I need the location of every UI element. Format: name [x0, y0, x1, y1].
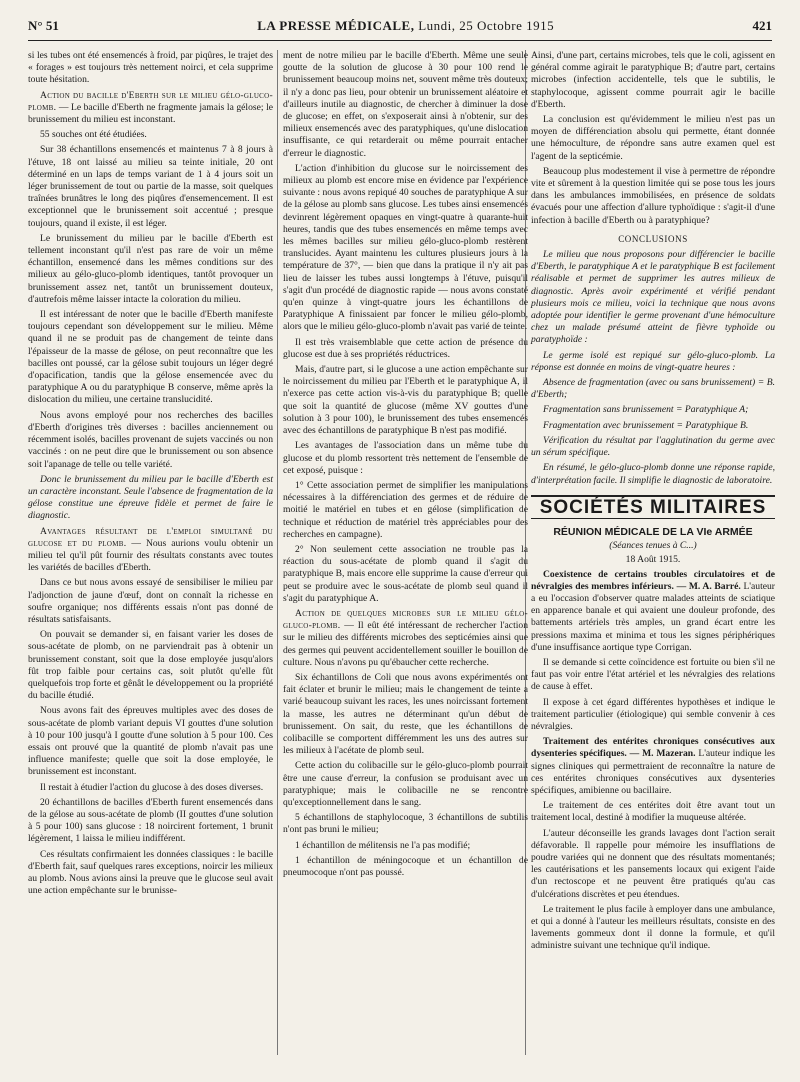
paragraph: 1° Cette association permet de simplifier les manipulations nécessaires à la différenciation des germes et de réduire de moitié le matériel en tubes et en gélose (simplification de technique et réduction de matériel très appréciables pour des recherches en campagne). [283, 479, 528, 540]
article-title: Traitement des entérites chroniques consécutives aux dysenteries spécifiques. [531, 736, 775, 760]
paragraph: Six échantillons de Coli que nous avons expérimentés ont fait éclater et brunir le milieu; mais le changement de teinte a varié beaucoup suivant les races, les unes noircissant fortement la masse, les autres ne déterminant qu'un début de brunissement. On sait, du reste, que les échantillons de colibacille se comportent différemment les uns des autres sur les milieux à l'acétate de plomb seul. [283, 671, 528, 757]
paragraph: La conclusion est qu'évidemment le milieu n'est pas un moyen de différenciation absolu qui permette, étant donnée une hémoculture, de répondre sans autre examen quel est l'agent de la septicémie. [531, 114, 775, 162]
column-1 [28, 50, 273, 900]
meeting-subtitle: (Séances tenues à C...) [609, 540, 697, 552]
paragraph: Il expose à cet égard différentes hypothèses et indique le traitement particulier (étiologique) qui semble convenir à ces névralgies. [531, 696, 775, 732]
paragraph: Ainsi, d'une part, certains microbes, tels que le coli, agissent en général comme agirait le paratyphique B; d'autre part, certains microbes (infection accidentelle, tels que le subtilis, le staphylocoque, agissent comme pourrait agir le bacille d'Eberth. [531, 50, 775, 110]
paragraph: Coexistence de certains troubles circulatoires et de névralgies des membres inférieurs. — M. A. Barré. L'auteur a eu l'occasion d'observer quatre malades atteints de sciatique en apparence banale et qui avaient une douleur profonde, des battements artériels très amples, un grand écart entre les pressions maxima et minima et tous les signes périphériques d'une insuffisance aortique type Corrigan. [531, 568, 776, 653]
paragraph: L'action d'inhibition du glucose sur le noircissement des milieux au plomb est encore mise en évidence par l'expérience suivante : nous avons repiqué 40 souches de paratyphique A sur de la gélose au plomb sans glucose. Les tubes ainsi ensemencés devinrent légèrement opaques en vingt-quatre à quarante-huit heures, tandis que des tubes ensemencés en même temps avec les mêmes bacilles sur milieu gélo-gluco-plomb restèrent translucides. Ayant maintenu les cultures plusieurs jours à la température de 37°, — bien que dans la pratique il n'y ait pas lieu de laisser les tubes aussi longtemps à l'étuve, puisqu'il s'agit d'un procédé de diagnostic rapide — nous avons constaté qu'en quinze à vingt-quatre jours les échantillons de Paratyphique A finissaient par foncer le milieu gélo-plomb, alors que le milieu gélo-gluco-plomb n'avait pas varié de teinte. [283, 162, 528, 333]
column-2 [283, 50, 528, 882]
paragraph: 2° Non seulement cette association ne trouble pas la réaction du sous-acétate de plomb quand il s'agit du paratyphique B, mais encore elle supprime la cause d'erreur qui peut se produire avec le sous-acétate de plomb seul quand il s'agit du paratyphique A. [283, 543, 528, 604]
paragraph: Avantages résultant de l'emploi simultané du glucose et du plomb. — Nous aurions voulu obtenir un milieu tel qu'il pût fournir des résultats constants avec toutes les variétés de bacilles d'Eberth. [28, 525, 273, 574]
article-author: — M. Mazeran. [626, 748, 696, 760]
paragraph: Il est intéressant de noter que le bacille d'Eberth manifeste toujours cependant son développement sur le milieu. Même quand il ne se produit pas de changement de teinte dans l'épaisseur de la masse de gélose, on peut reconnaître que les bacilles ont poussé, car la gélose subit toujours un léger degré d'opacification, tandis que la gélose ensemencée avec du paratyphique A ou du paratyphique B conserve, même après la dislocation du milieu, une certaine translucidité. [28, 309, 273, 406]
paragraph: 1 échantillon de mélitensis ne l'a pas modifié; [295, 839, 471, 851]
paragraph: 20 échantillons de bacilles d'Eberth furent ensemencés dans de la gélose au sous-acétate de plomb (II gouttes d'une solution à 5 pour 100) sans glucose : 18 noircirent fortement, 1 brunit légèrement, 1 laissa le milieu indifférent. [28, 796, 273, 845]
journal-title [257, 18, 554, 34]
paragraph: Le brunissement du milieu par le bacille d'Eberth est tellement inconstant qu'il n'est pas rare de voir un même échantillon, ensemencé dans les mêmes conditions sur des milieux au gélo-gluco-plomb identiques, tantôt provoquer un brunissement assez net, tantôt un brunissement douteux, d'autrefois même laisser intacte la coloration du milieu. [28, 232, 273, 305]
paragraph: Sur 38 échantillons ensemencés et maintenus 7 à 8 jours à l'étuve, 18 ont laissé au milieu sa teinte initiale, 20 ont déterminé en un laps de temps variant de 1 à 4 jours soit un léger brunissement de tout ou partie de la masse, soit quelques traînées brunâtres le long des piqûres d'ensemencement. Il est exceptionnel que le brunissement soit accentué ; presque toujours, quand il existe, il est léger. [28, 144, 273, 229]
paragraph: Il se demande si cette coïncidence est fortuite ou bien s'il ne faut pas voir entre l'état artériel et les névralgies des relations de cause à effet. [531, 656, 775, 693]
paragraph: Dans ce but nous avons essayé de sensibiliser le milieu par l'adjonction de jaune d'œuf, dont on connaît la richesse en soufre organique; nos différents essais n'ont pas donné de résultats satisfaisants. [28, 577, 273, 625]
page-number: 421 [752, 18, 772, 33]
meeting-date: 18 Août 1915. [625, 554, 681, 566]
paragraph: Fragmentation avec brunissement = Paratyphique B. [543, 419, 749, 431]
paragraph: Nous avons employé pour nos recherches des bacilles d'Eberth d'origines très diverses : bacilles anciennement ou récemment isolés, bacilles provenant de sujets vaccinés ou non vaccinés : on ne peut dire que le brunissement ou son absence soit l'apanage de telle ou telle variété. [28, 409, 273, 470]
paragraph: 1 échantillon de méningocoque et un échantillon de pneumocoque n'ont pas poussé. [283, 854, 528, 878]
issue-date: Lundi, 25 Octobre 1915 [418, 18, 555, 33]
paragraph: Action du bacille d'Eberth sur le milieu gélo-gluco-plomb. — Le bacille d'Eberth ne fragmente jamais la gélose; le brunissement du milieu est inconstant. [28, 89, 273, 126]
column-3 [531, 50, 775, 956]
paragraph: Le germe isolé est repiqué sur gélo-gluco-plomb. La réponse est donnée en moins de vingt-quatre heures : [531, 349, 775, 373]
paragraph: Fragmentation sans brunissement = Paratyphique A; [543, 404, 749, 416]
article-title: Coexistence de certains troubles circulatoires et de névralgies des membres inférieurs. [531, 568, 775, 592]
section-title: SOCIÉTÉS MILITAIRES [531, 495, 775, 519]
paragraph: ment de notre milieu par le bacille d'Eberth. Même une seule goutte de la solution de glucose à 30 pour 100 rend le brunissement beaucoup moins net, souvent même très douteux; il n'y a donc pas lieu, pour obtenir un brunissement aléatoire et d'ailleurs inutile au diagnostic, de chercher à diminuer la dose de glucose; en effet, on s'exposerait ainsi à n'obtenir, sur des milieux ensemencés avec des paratyphiques, qu'une dislocation insuffisante, ce qui retarderait ou même pourrait entacher d'erreur le diagnostic. [283, 50, 528, 159]
conclusions-heading: CONCLUSIONS [618, 233, 688, 244]
paragraph: En résumé, le gélo-gluco-plomb donne une réponse rapide, d'interprétation facile. Il simplifie le diagnostic de laboratoire. [531, 462, 775, 486]
paragraph: Il restait à étudier l'action du glucose à des doses diverses. [40, 781, 264, 793]
paragraph: Action de quelques microbes sur le milieu gélo-gluco-plomb. — Il eût été intéressant de rechercher l'action sur le milieu des différents microbes des septicémies ainsi que des germes qui peuvent accidentellement souiller le bouillon de culture. Nous n'avons pu qu'ébaucher cette recherche. [283, 607, 528, 668]
paragraph: Nous avons fait des épreuves multiples avec des doses de sous-acétate de plomb variant depuis VI gouttes d'une solution à 10 pour 100 jusqu'à I goutte d'une solution à 5 pour 100. Ces essais ont prouvé que la quantité de plomb n'avait pas une influence manifeste; quelle que soit la dose employée, le brunissement est inconstant. [28, 705, 273, 778]
article-author: — M. A. Barré. [673, 580, 741, 592]
meeting-title: RÉUNION MÉDICALE DE LA VIe ARMÉE [553, 525, 753, 538]
paragraph: On pouvait se demander si, en faisant varier les doses de sous-acétate de plomb, on ne parviendrait pas à obtenir un brunissement constant, soit que la dose employée jusqu'alors fût trop faible pour certains cas, soit plutôt qu'elle fût quelquefois trop forte et gênât le développement ou la propriété du bacille étudié. [28, 629, 273, 702]
subheading: Action du bacille d'Eberth sur le milieu gélo-gluco-plomb. [28, 89, 273, 113]
paragraph: Le milieu que nous proposons pour différencier le bacille d'Eberth, le paratyphique A et le paratyphique B est facilement réalisable et permet de supprimer les autres milieux de diagnostic. Après avoir expérimenté et vérifié pendant plusieurs mois ce milieu, voici la technique que nous avons adoptée pour identifier le germe provenant d'une hémoculture chez un malade présumé atteint de fièvre typhoïde ou paratyphoïde : [531, 249, 775, 346]
paragraph: Absence de fragmentation (avec ou sans brunissement) = B. d'Eberth; [531, 377, 775, 401]
paragraph: Vérification du résultat par l'agglutination du germe avec un sérum spécifique. [531, 434, 775, 459]
subheading: Action de quelques microbes sur le milieu gélo-gluco-plomb. [283, 607, 528, 632]
paragraph: 5 échantillons de staphylocoque, 3 échantillons de subtilis n'ont pas bruni le milieu; [283, 812, 528, 836]
paragraph: si les tubes ont été ensemencés à froid, par piqûres, le trajet des « forages » est toujours très nettement noirci, et cela supprime toute hésitation. [28, 50, 273, 86]
issue-number: N° 51 [28, 18, 59, 33]
paragraph: Le traitement le plus facile à employer dans une ambulance, et qui a donné à l'auteur les meilleurs résultats, consiste en des lavements gommeux dont il donne la formule, et qu'il administre suivant une technique qu'il indique. [531, 903, 775, 952]
paragraph: Cette action du colibacille sur le gélo-gluco-plomb pourrait être une cause d'erreur, la confusion se produisant avec un paratyphique; mais le colibacille ne se rencontre qu'exceptionnellement dans le sang. [283, 760, 528, 808]
paragraph: L'auteur déconseille les grands lavages dont l'action serait défavorable. Il rappelle pour mémoire les insufflations de poudre variées qui ne donnent que des résultats momentanés; les cautérisations et les pansements locaux qui exigent l'aide d'un rectoscope et ne peuvent être pratiqués qu'au cas d'ulcérations discrètes et peu étendues. [531, 827, 775, 900]
paragraph: Beaucoup plus modestement il vise à permettre de répondre vite et sûrement à la question limitée qui se pose tous les jours dans les ambulances immobilisées, en présence de soldats évacués pour une affection d'allure typhoïdique : s'agit-il d'une infection à bacille d'Eberth ou à paratyphique? [531, 165, 775, 226]
paragraph: 55 souches ont été étudiées. [40, 129, 147, 141]
journal-name: LA PRESSE MÉDICALE, [257, 18, 415, 33]
paragraph: Donc le brunissement du milieu par le bacille d'Eberth est un caractère inconstant. Seule l'absence de fragmentation de la gélose constitue une épreuve fidèle et permet de faire le diagnostic. [28, 473, 273, 522]
paragraph: Le traitement de ces entérites doit être avant tout un traitement local, destiné à modifier la muqueuse altérée. [531, 800, 775, 824]
page-header [28, 18, 772, 41]
paragraph: Traitement des entérites chroniques consécutives aux dysenteries spécifiques. — M. Mazeran. L'auteur indique les signes cliniques qui permettraient de reconnaître la nature de ces entérites chroniques consécutives aux dysenteries spécifiques, amibienne ou bacillaire. [531, 736, 775, 796]
subheading: Avantages résultant de l'emploi simultané du glucose et du plomb. [28, 525, 273, 549]
column-divider [277, 50, 278, 1055]
paragraph: Il est très vraisemblable que cette action de présence du glucose est due à ses propriétés réductrices. [283, 336, 528, 360]
paragraph: Mais, d'autre part, si le glucose a une action empêchante sur le noircissement du milieu par l'Eberth et le paratyphique A, il n'exerce pas cette action vis-à-vis du paratyphique B; quelle que soit la quantité de glucose (même XV gouttes d'une solution à 3 pour 100), le brunissement des tubes ensemencés avec des échantillons de paratyphique B n'est pas modifié. [283, 364, 528, 437]
paragraph: Les avantages de l'association dans un même tube du glucose et du plomb ressortent très nettement de l'ensemble de cet exposé, puisque : [283, 440, 528, 476]
paragraph: Ces résultats confirmaient les données classiques : le bacille d'Eberth fait, sauf quelques rares exceptions, noircir les milieux au plomb. Nous avions ainsi la preuve que le glucose seul avait une action empêchante sur le brunisse- [28, 848, 273, 897]
